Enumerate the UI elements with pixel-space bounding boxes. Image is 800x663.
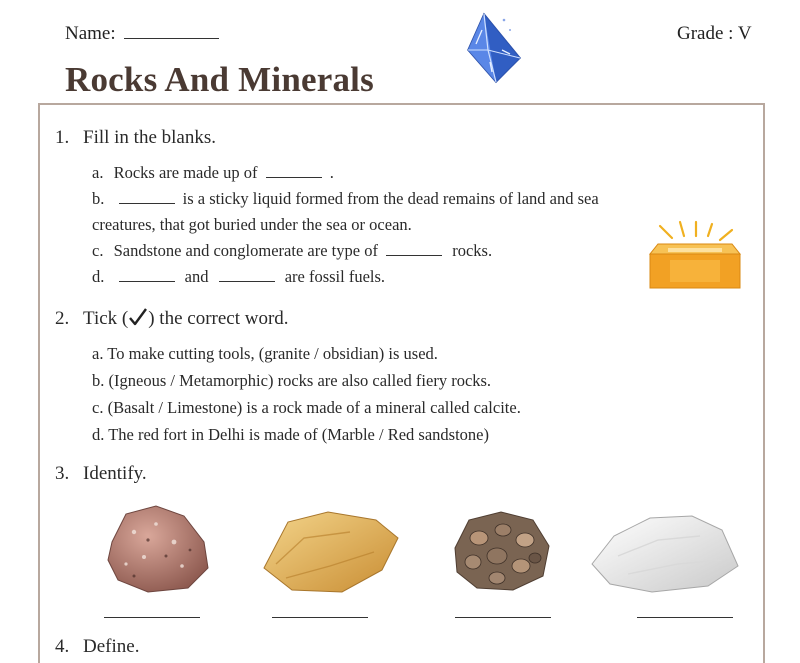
granite-rock-image: [104, 502, 212, 594]
name-blank[interactable]: [124, 38, 219, 39]
q1-item-c: c. Sandstone and conglomerate are type of rocks.: [92, 241, 493, 260]
gold-bar-icon: [640, 220, 750, 296]
identify-answer-line-3[interactable]: [455, 617, 551, 618]
identify-answer-line-4[interactable]: [637, 617, 733, 618]
sandstone-rock-image: [258, 508, 400, 594]
identify-answer-line-2[interactable]: [272, 617, 368, 618]
conglomerate-rock-image: [449, 508, 553, 592]
q1-d-blank-1[interactable]: [119, 281, 175, 282]
question-1-heading: 1. Fill in the blanks.: [55, 127, 216, 148]
question-3-heading: 3. Identify.: [55, 463, 147, 484]
q1-item-d: d. and are fossil fuels.: [92, 267, 386, 286]
q2-item-a: a. To make cutting tools, (granite / obsidian) is used.: [92, 344, 438, 363]
q1-c-blank[interactable]: [386, 255, 442, 256]
question-2-heading: 2. Tick ( ) the correct word.: [55, 308, 289, 329]
crystal-icon: [462, 10, 524, 86]
q1-a-blank[interactable]: [266, 177, 322, 178]
page-title: Rocks And Minerals: [65, 60, 374, 99]
name-field: [65, 23, 219, 45]
q2-item-c: c. (Basalt / Limestone) is a rock made of a mineral called calcite.: [92, 398, 521, 417]
q1-b-blank[interactable]: [119, 203, 175, 204]
q1-d-blank-2[interactable]: [219, 281, 275, 282]
q1-item-a: a. Rocks are made up of .: [92, 163, 334, 182]
q1-item-b: b. is a sticky liquid formed from the dead remains of land and sea: [92, 189, 599, 208]
grade-label: Grade : V: [677, 23, 752, 44]
q2-item-b: b. (Igneous / Metamorphic) rocks are also called fiery rocks.: [92, 371, 492, 390]
q2-item-d: d. The red fort in Delhi is made of (Marble / Red sandstone): [92, 425, 489, 444]
q1-item-b-cont: creatures, that got buried under the sea or ocean.: [92, 215, 412, 234]
marble-rock-image: [588, 512, 740, 594]
checkmark-icon: [128, 307, 148, 327]
identify-answer-line-1[interactable]: [104, 617, 200, 618]
name-label: Name:: [65, 23, 116, 44]
question-4-heading: 4. Define.: [55, 636, 140, 657]
